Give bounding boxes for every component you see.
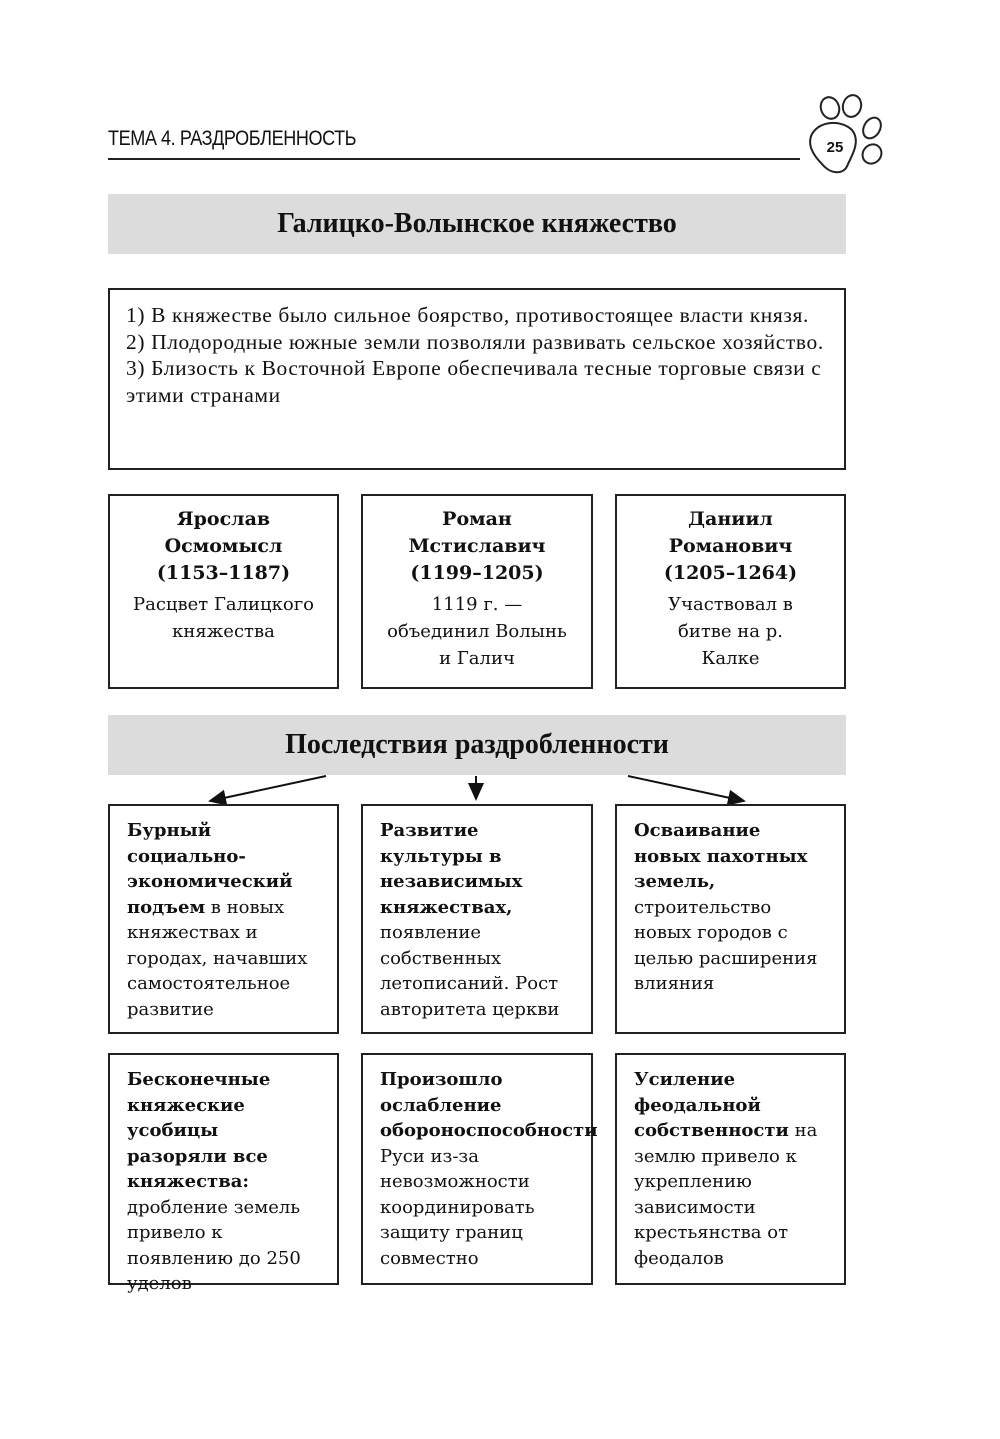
arrow-right [628, 776, 744, 801]
ruler-description: 1119 г. — объединил Волынь и Галич [387, 594, 567, 669]
ruler-card [108, 494, 339, 689]
consequence-card [361, 804, 593, 1034]
principality-features-box [108, 288, 846, 470]
consequence-card [108, 804, 339, 1034]
consequence-text: строительство новых городов с целью расширения влияния [634, 896, 818, 994]
ruler-years: (1199–1205) [410, 562, 544, 584]
consequence-text: в новых княжествах и городах, начавших самостоятельное развитие [127, 896, 308, 1020]
ruler-years: (1205–1264) [663, 562, 798, 584]
consequence-card [108, 1053, 339, 1294]
consequence-card [361, 1053, 598, 1285]
ruler-name: Ярослав [176, 508, 271, 530]
ruler-name: Осмомысл [164, 535, 283, 557]
consequence-text: Руси из-за невозможности координировать защиту границ совместно [380, 1145, 535, 1269]
ruler-card [615, 494, 846, 689]
ruler-years: (1153–1187) [156, 562, 291, 584]
ruler-name: Даниил [688, 508, 773, 530]
consequence-text: на землю привело к укреплению зависимости крестьянства от феодалов [634, 1120, 818, 1269]
consequence-heading: Бурный социально-экономический подъем [127, 820, 293, 918]
topic-title: ТЕМА 4. РАЗДРОБЛЕННОСТЬ [108, 127, 357, 150]
consequence-heading: Бесконечные княжеские усобицы разоряли все княжества: [127, 1069, 271, 1192]
consequence-heading: Усиление феодальной собственности [634, 1069, 789, 1141]
ruler-name: Романович [668, 535, 793, 557]
consequence-heading: Развитие культуры в независимых княжествах, [380, 820, 523, 918]
consequence-card [615, 1053, 846, 1285]
consequence-text: появление собственных летописаний. Рост авторитета церкви [380, 922, 560, 1020]
feature-item: 1) В княжестве было сильное боярство, противостоящее власти князя. [126, 303, 809, 327]
section-title-galicia-volhynia: Галицко-Волынское княжество [108, 194, 846, 254]
consequence-heading: Осваивание новых пахотных земель, [634, 820, 808, 892]
consequence-heading: Произошло ослабление обороноспособности [380, 1069, 598, 1141]
ruler-description: Расцвет Галицкого княжества [133, 594, 314, 642]
consequence-text: дробление земель привело к появлению до 250 уделов [127, 1196, 301, 1294]
section-title-consequences: Последствия раздробленности [108, 715, 846, 775]
ruler-card [361, 494, 593, 689]
consequence-card [615, 804, 846, 1034]
header-divider [108, 158, 800, 160]
arrow-left [210, 776, 326, 801]
page-number: 25 [826, 139, 844, 156]
ruler-description: Участвовал в битве на р. Калке [668, 594, 793, 669]
feature-item: 3) Близость к Восточной Европе обеспечивала тесные торговые связи с этими странами [126, 356, 822, 407]
ruler-name: Мстиславич [408, 535, 546, 557]
feature-item: 2) Плодородные южные земли позволяли развивать сельское хозяйство. [126, 329, 824, 354]
paw-print-icon [800, 94, 890, 180]
ruler-name: Роман [442, 508, 512, 530]
